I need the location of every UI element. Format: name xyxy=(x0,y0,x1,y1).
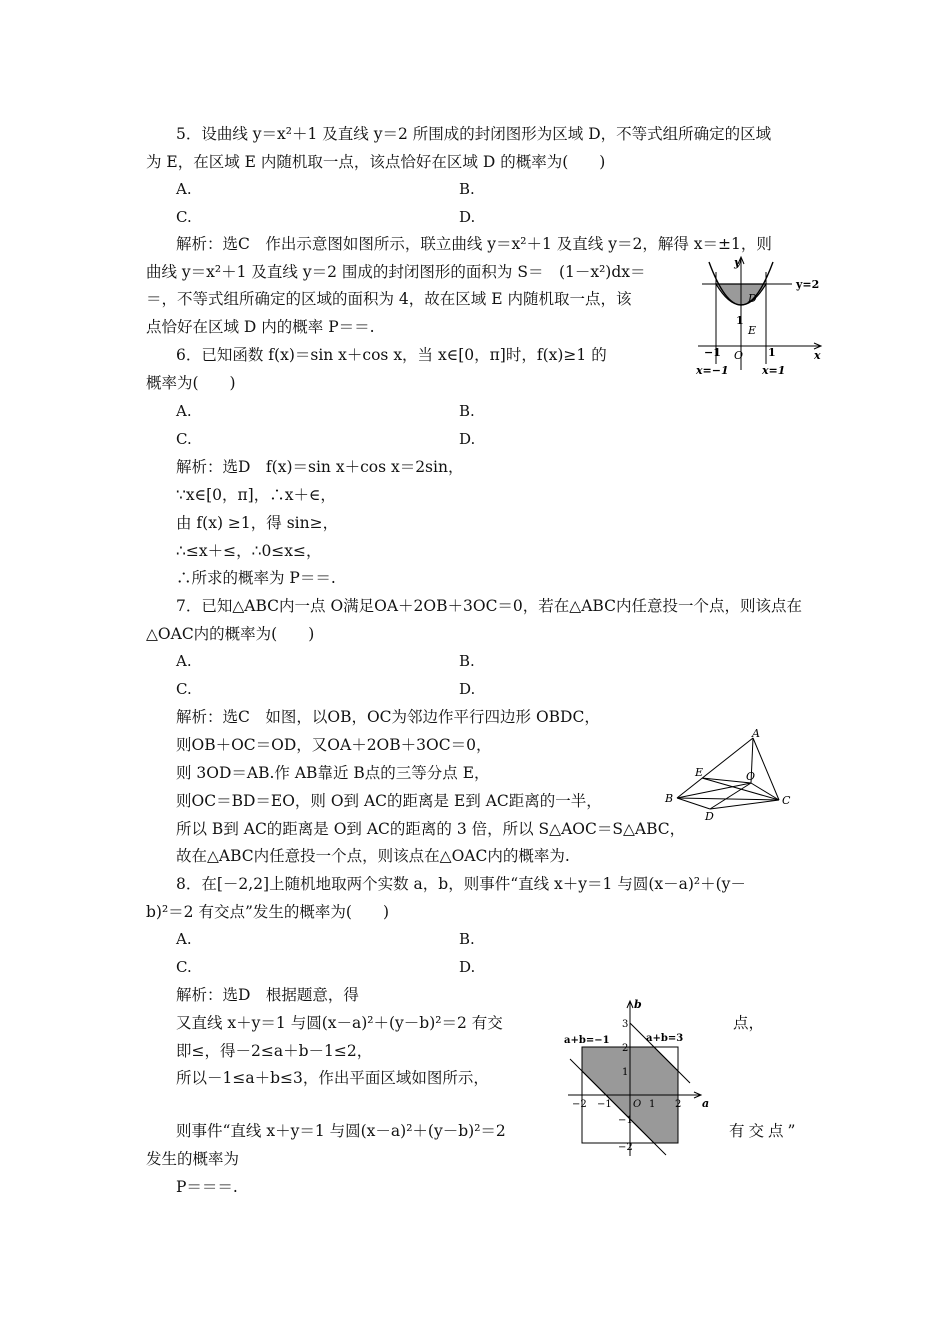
edge-bd xyxy=(677,798,710,809)
edge-ac xyxy=(753,738,779,800)
q5-option-c: C. xyxy=(176,208,192,226)
tick-a-neg1: −1 xyxy=(597,1099,612,1110)
q6-option-c: C. xyxy=(176,430,192,448)
b-axis-label: b xyxy=(634,998,642,1011)
tick-b-2: 2 xyxy=(622,1043,629,1054)
q8-solution-line7: P＝＝＝. xyxy=(176,1178,238,1196)
q7-option-a: A. xyxy=(176,652,192,670)
q5-solution-line2: 曲线 y＝x²＋1 及直线 y＝2 围成的封闭图形的面积为 S＝ (1－x²)dx＝ xyxy=(146,263,646,281)
q8-solution-line5b: 有交点” xyxy=(729,1122,800,1140)
tick-b-1: 1 xyxy=(622,1067,629,1078)
q7-stem-line1: 7．已知△ABC内一点 O满足OA＋2OB＋3OC＝0，若在△ABC内任意投一个点，则该点在 xyxy=(176,597,802,615)
tick-pos1-label: 1 xyxy=(768,346,776,359)
q6-stem-line1: 6．已知函数 f(x)＝sin x＋cos x，当 x∈[0，π]时，f(x)≥1 的 xyxy=(176,346,607,364)
tick-neg1-label: −1 xyxy=(704,346,721,359)
x-axis-label: x xyxy=(814,349,821,362)
q8-figure xyxy=(560,998,716,1158)
edge-bc xyxy=(677,798,779,800)
origin-label: O xyxy=(734,349,744,362)
q7-solution-line6: 故在△ABC内任意投一个点，则该点在△OAC内的概率为. xyxy=(176,847,570,865)
vertex-c-label: C xyxy=(782,794,791,807)
q8-solution-line3: 即≤，得－2≤a＋b－1≤2， xyxy=(176,1042,373,1060)
q7-option-d: D. xyxy=(459,680,476,698)
q8-solution-line6: 发生的概率为 xyxy=(146,1150,240,1168)
q5-solution-line4: 点恰好在区域 D 内的概率 P＝＝. xyxy=(146,318,375,336)
region-e-label: E xyxy=(748,324,757,337)
q5-option-d: D. xyxy=(459,208,476,226)
q5-stem-line1: 5．设曲线 y＝x²＋1 及直线 y＝2 所围成的封闭图形为区域 D，不等式组所确定的区域 xyxy=(176,125,772,143)
q7-solution-line5: 所以 B到 AC的距离是 O到 AC的距离的 3 倍，所以 S△AOC＝S△ABC， xyxy=(176,820,686,838)
vertex-e-label: E xyxy=(695,766,704,779)
q7-solution-line1: 解析：选C 如图，以OB，OC为邻边作平行四边形 OBDC， xyxy=(176,708,600,726)
q6-option-b: B. xyxy=(459,402,475,420)
q6-solution-line4: ∴≤x＋≤，∴0≤x≤， xyxy=(176,542,322,560)
q7-figure xyxy=(662,728,802,824)
q7-solution-line4: 则OC＝BD＝EO，则 O到 AC的距离是 E到 AC距离的一半， xyxy=(176,792,602,810)
tick-b-neg1: −1 xyxy=(618,1115,633,1126)
tick-a-1: 1 xyxy=(649,1099,656,1110)
q8-solution-line1: 解析：选D 根据题意，得 xyxy=(176,986,359,1004)
vertex-o-label: O xyxy=(746,770,756,783)
edge-co xyxy=(751,783,779,800)
edge-ec xyxy=(702,778,779,800)
tick-y1-label: 1 xyxy=(736,314,744,327)
tick-a-2: 2 xyxy=(675,1099,682,1110)
q8-option-a: A. xyxy=(176,930,192,948)
q7-solution-line3: 则 3OD＝AB.作 AB靠近 B点的三等分点 E， xyxy=(176,764,490,782)
y-axis-label: y xyxy=(734,256,741,269)
line-neg1-label: a+b=−1 xyxy=(564,1035,610,1046)
q8-option-b: B. xyxy=(459,930,475,948)
q8-solution-line4: 所以－1≤a＋b≤3，作出平面区域如图所示， xyxy=(176,1069,489,1087)
q8-option-c: C. xyxy=(176,958,192,976)
line-y2-label: y=2 xyxy=(796,278,820,291)
vertex-b-label: B xyxy=(665,792,674,805)
q8-solution-line2b: 点， xyxy=(733,1014,765,1032)
tick-a-neg2: −2 xyxy=(572,1099,587,1110)
q5-stem-line2: 为 E，在区域 E 内随机取一点，该点恰好在区域 D 的概率为( ) xyxy=(146,153,606,171)
q5-figure xyxy=(696,252,828,378)
vertex-a-label: A xyxy=(752,727,760,740)
q6-solution-line2: ∵x∈[0，π]，∴x＋∈， xyxy=(176,486,336,504)
q5-option-b: B. xyxy=(459,180,475,198)
q8-solution-line5a: 则事件“直线 x＋y＝1 与圆(x－a)²＋(y－b)²＝2 xyxy=(176,1122,506,1140)
q5-option-a: A. xyxy=(176,180,192,198)
q6-solution-line3: 由 f(x) ≥1，得 sin≥， xyxy=(176,514,339,532)
line-3-label: a+b=3 xyxy=(646,1033,684,1044)
q7-solution-line2: 则OB＋OC＝OD，又OA＋2OB＋3OC＝0， xyxy=(176,736,492,754)
line-x-pos1-label: x=1 xyxy=(762,364,786,377)
q8-stem-line2: b)²＝2 有交点”发生的概率为( ) xyxy=(146,903,389,921)
q6-stem-line2: 概率为( ) xyxy=(146,374,236,392)
q8-option-d: D. xyxy=(459,958,476,976)
q5-solution-line1: 解析：选C 作出示意图如图所示，联立曲线 y＝x²＋1 及直线 y＝2，解得 x＝±1，则 xyxy=(176,235,772,253)
vertex-d-label: D xyxy=(705,810,714,823)
q6-solution-line1: 解析：选D f(x)＝sin x＋cos x＝2sin， xyxy=(176,458,464,476)
q6-option-a: A. xyxy=(176,402,192,420)
q5-solution-line3: ＝，不等式组所确定的区域的面积为 4，故在区域 E 内随机取一点，该 xyxy=(146,290,632,308)
q6-option-d: D. xyxy=(459,430,476,448)
tick-b-3: 3 xyxy=(622,1019,629,1030)
q6-solution-line5: ∴所求的概率为 P＝＝. xyxy=(176,569,336,587)
line-x-neg1-label: x=−1 xyxy=(696,364,729,377)
q7-stem-line2: △OAC内的概率为( ) xyxy=(146,625,315,643)
tick-b-neg2: −2 xyxy=(618,1142,633,1153)
edge-cd xyxy=(710,800,779,809)
q8-solution-line2a: 又直线 x＋y＝1 与圆(x－a)²＋(y－b)²＝2 有交 xyxy=(176,1014,503,1032)
q7-option-c: C. xyxy=(176,680,192,698)
region-d-label: D xyxy=(748,292,757,305)
q7-option-b: B. xyxy=(459,652,475,670)
origin-label: O xyxy=(633,1099,642,1110)
q8-stem-line1: 8．在[－2,2]上随机地取两个实数 a，b，则事件“直线 x＋y＝1 与圆(x－a)²＋(y－ xyxy=(176,875,746,893)
a-axis-label: a xyxy=(702,1097,710,1110)
